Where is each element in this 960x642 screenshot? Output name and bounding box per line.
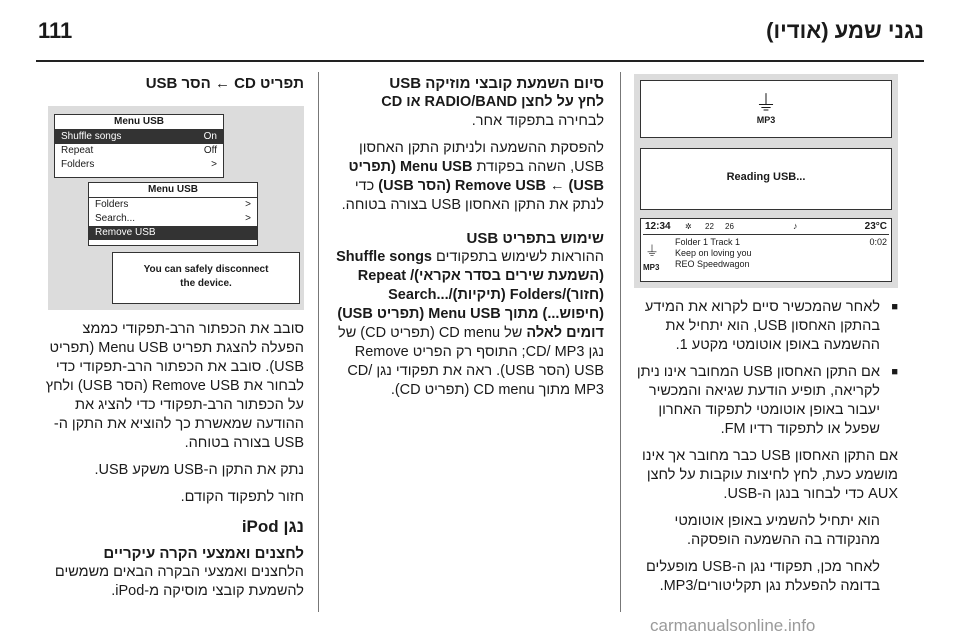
remove-text-a: להפסקת ההשמעה ולניתוק התקן האחסון USB, השהה בפקודת [358, 140, 604, 175]
para-resume: הוא יתחיל להשמיע באופן אוטומטי מהנקודה בה ההשמעה הופסקה. [674, 513, 880, 548]
right-text [634, 298, 898, 604]
safe-line-1: You can safely disconnect [143, 264, 269, 275]
menu-2-row-value: > [245, 199, 251, 210]
gear-icon: ✲ [685, 222, 692, 231]
page-number: 111 [38, 18, 73, 43]
bullet-2: ■ אם התקן האחסון USB המחובר אינו ניתן לקריאה, תופיע הודעת שגיאה והמכשיר יעבור באופן אוטומטי לתפקוד האחרון שפעל או לתפקוד רדיו FM. [634, 363, 898, 439]
remove-text-b: Menu USB [399, 159, 473, 175]
status-bar [643, 220, 889, 235]
stop-instruction: לחץ על לחצן RADIO/BAND או CD [381, 94, 604, 110]
track-line: Folder 1 Track 1 [675, 237, 741, 247]
music-note-icon: ♪ [793, 221, 798, 231]
left-heading-wrap [40, 74, 304, 93]
menu-1-row-value: On [203, 131, 217, 142]
menu-1-row-folders[interactable] [55, 158, 223, 172]
reading-screen [640, 148, 892, 210]
safe-disconnect-message [113, 263, 299, 291]
song-title: Keep on loving you [675, 248, 752, 258]
menu-1-row-label: Folders [61, 159, 95, 170]
usb-icon: ⏚ [754, 91, 777, 116]
safe-line-2: the device. [180, 278, 232, 289]
usb-small-icon: ⏚ [645, 243, 659, 259]
para-disconnect: נתק את התקן ה-USB משקע USB. [94, 462, 304, 478]
status-screen [640, 218, 892, 282]
preset-2: 26 [725, 222, 734, 231]
preset-1: 22 [705, 222, 714, 231]
menu-2-row-label: Folders [95, 199, 129, 210]
menu-1-row-repeat[interactable] [55, 144, 223, 158]
middle-column [332, 74, 604, 408]
para-ipod: הלחצנים ואמצעי הבקרה הבאים משמשים להשמעת קובצי מוסיקה מ-iPod. [54, 564, 304, 599]
heading-usb-menu: שימוש בתפריט USB [466, 230, 604, 247]
left-text [40, 320, 304, 609]
para-usb-menu [332, 248, 604, 400]
menu-figure [48, 106, 304, 310]
menu-usb-screen-1 [54, 114, 224, 178]
stop-rest: לבחירה בתפקוד אחר. [471, 113, 604, 129]
menu-2-row-value: > [245, 213, 251, 224]
para-remove [332, 139, 604, 215]
menu-2-title: Menu USB [89, 183, 257, 198]
safe-disconnect-screen [112, 252, 300, 304]
page-header: נגני שמע (אודיו) [766, 18, 924, 43]
menu-1-row-value: Off [203, 145, 217, 156]
para-usb-player: לאחר מכן, תפקודי נגן ה-USB מופעלים בדומה להפעלת נגן תקליטורים/MP3. [646, 559, 880, 594]
remove-text-d: כדי לנתק את התקן האחסון USB בצורה בטוחה. [341, 178, 604, 213]
para-aux: אם התקן האחסון USB כבר מחובר אך אינו מושמע כעת, לחץ לחיצות עוקבות על לחצן AUX כדי לבחור בנגן ה-USB. [642, 448, 898, 502]
menu-2-row-search[interactable] [89, 212, 257, 226]
para-stop [332, 93, 604, 131]
menu-1-row-label: Shuffle songs [61, 131, 122, 142]
column-divider-right [620, 72, 621, 612]
artist-name: REO Speedwagon [675, 259, 750, 269]
temperature: 23°C [864, 221, 887, 232]
menu-1-row-value: > [211, 159, 217, 170]
reading-usb-text: Reading USB... [726, 171, 806, 183]
menu-text-d: (תיקיות)/...Search (חיפוש...) מתוך [388, 287, 604, 322]
menu-text-b: Shuffle songs (השמעת שירים בסדר אקראי)/ Repeat [336, 249, 604, 284]
heading-ipod: נגן iPod [241, 517, 304, 536]
clock: 12:34 [645, 221, 671, 232]
watermark: carmanualsonline.info [650, 616, 816, 635]
track-info [675, 237, 752, 270]
usb-icon-screen [640, 80, 892, 138]
menu-2-row-folders[interactable] [89, 198, 257, 212]
menu-1-row-shuffle[interactable] [55, 130, 223, 144]
para-remove-steps: סובב את הכפתור הרב-תפקודי כממצ הפעלה להצגת תפריט Menu USB (תפריט USB). סובב את הכפתור הרב-תפקודי כדי לבחור את Remove USB (הסר USB) ולחץ על הכפתור הרב-תפקודי כדי להציג את ההודעה שמאשרת כך להוציא את התקן ה-USB בצורה בטוחה. [45, 321, 304, 451]
menu-1-row-label: Repeat [61, 145, 94, 156]
column-divider-left [318, 72, 319, 612]
elapsed-time: 0:02 [869, 237, 887, 247]
usb-mp3-label: MP3 [756, 115, 776, 125]
remove-text-c: (תפריט USB) ← Remove USB (הסר USB) [348, 159, 604, 194]
subheading-ipod-controls: לחצנים ואמצעי הקרה עיקריים [103, 545, 304, 562]
menu-2-row-label: Search... [95, 213, 136, 224]
header-rule [36, 60, 924, 62]
menu-2-row-label: Remove USB [95, 227, 156, 238]
menu-text-f: של CD menu (תפריט CD) של נגן CD/ MP3; התוסף רק הפריט Remove USB [338, 325, 604, 379]
para-return: חזור לתפקוד הקודם. [180, 489, 304, 505]
heading-remove-usb: תפריט CD ← הסר USB [145, 75, 304, 92]
menu-text-g: (הסר USB). ראה את תפקודי נגן CD/ MP3 מתוך CD menu (תפריט CD). [347, 363, 604, 398]
usb-figure [634, 74, 898, 288]
menu-text-a: ההוראות לשימוש בתפקודים [436, 249, 604, 265]
menu-2-row-remove[interactable] [89, 226, 257, 240]
heading-stop-usb: סיום השמעת קובצי מוזיקה USB [389, 75, 604, 92]
menu-usb-screen-2 [88, 182, 258, 246]
source-label: MP3 [643, 263, 660, 272]
menu-text-e: Menu USB (תפריט USB) דומים לאלה [337, 306, 604, 341]
bullet-1: ■ לאחר שהמכשיר סיים לקרוא את המידע בהתקן האחסון USB, הוא יתחיל את ההשמעה באופן אוטומטי מקטע 1. [634, 298, 898, 355]
menu-text-c: (חזור)/Folders [509, 287, 604, 303]
menu-1-title: Menu USB [55, 115, 223, 130]
